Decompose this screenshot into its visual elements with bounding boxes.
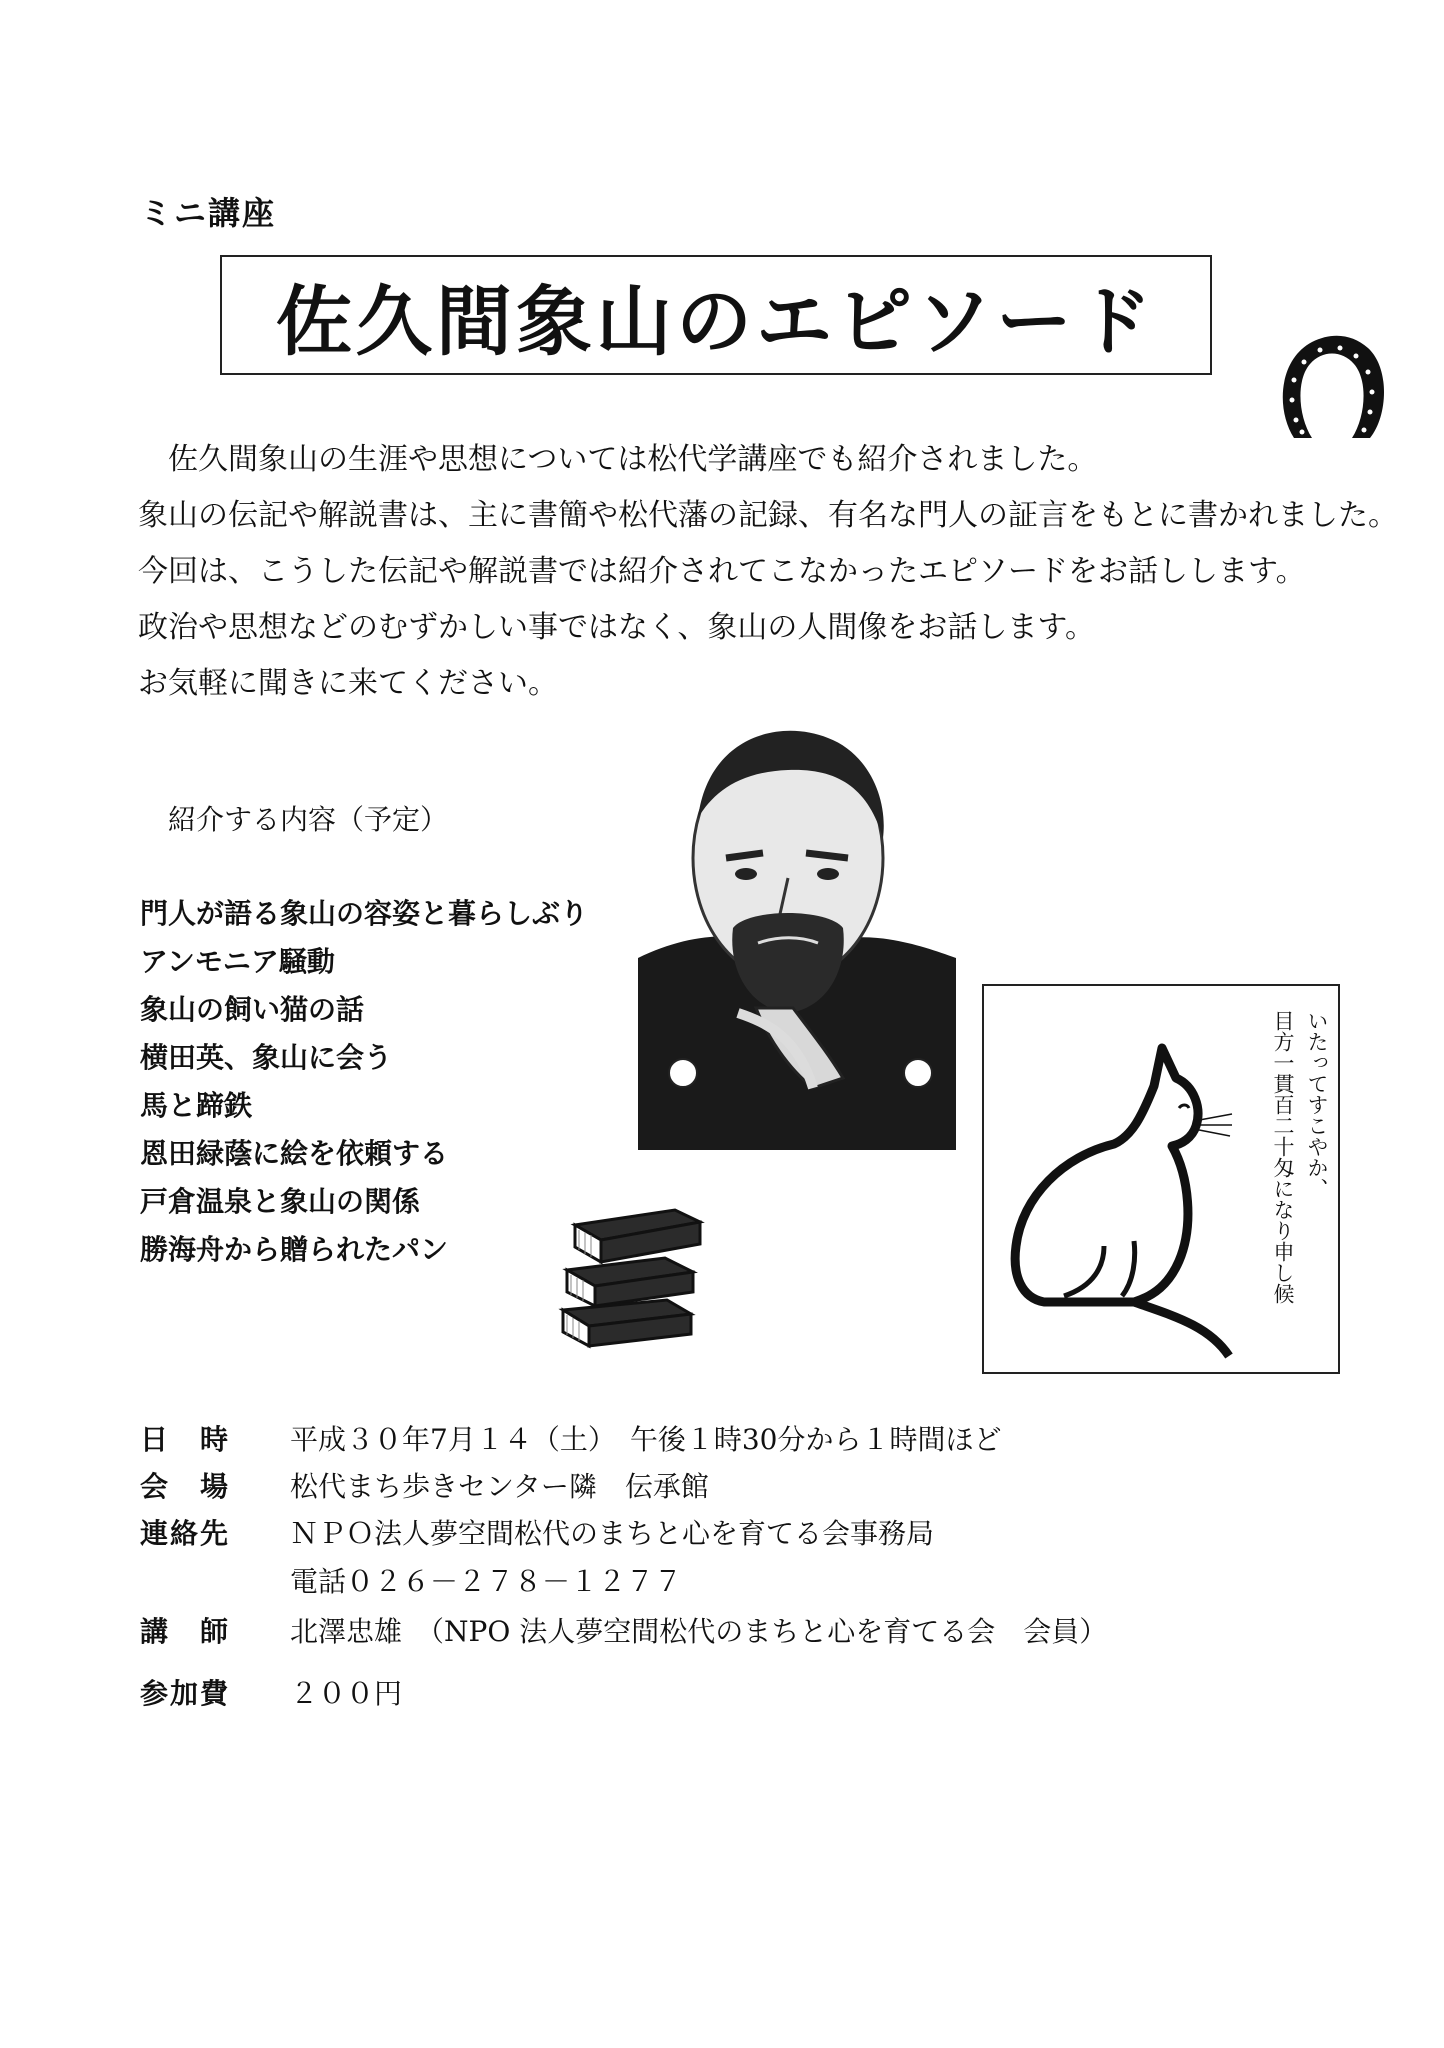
topics-list xyxy=(140,890,588,1274)
intro-line: 今回は、こうした伝記や解説書では紹介されてこなかったエピソードをお話しします。 xyxy=(138,554,1306,589)
books-illustration xyxy=(555,1200,715,1350)
title-box xyxy=(220,255,1212,375)
list-item: 横田英、象山に会う xyxy=(140,1041,393,1074)
info-date-label: 日 時 xyxy=(140,1423,231,1456)
cat-icon xyxy=(1004,1026,1234,1366)
topics-heading: 紹介する内容（予定） xyxy=(168,803,449,836)
info-lecturer-label: 講 師 xyxy=(140,1615,231,1648)
info-lecturer xyxy=(140,1610,1340,1650)
info-contact xyxy=(140,1512,1340,1552)
info-fee-value: ２００円 xyxy=(290,1677,403,1710)
cat-caption xyxy=(1302,1010,1332,1199)
list-item: 門人が語る象山の容姿と暮らしぶり xyxy=(140,897,589,930)
list-item: 恩田緑蔭に絵を依頼する xyxy=(140,1137,449,1170)
info-venue-value: 松代まち歩きセンター隣 伝承館 xyxy=(290,1470,709,1503)
cat-illustration-box xyxy=(982,984,1340,1374)
mini-lecture-label: ミニ講座 xyxy=(140,194,277,232)
list-item: アンモニア騒動 xyxy=(140,945,335,978)
info-venue-label: 会 場 xyxy=(140,1470,231,1503)
intro-line: お気軽に聞きに来てください。 xyxy=(138,666,558,701)
info-date-value: 平成３０年7月１４（土） 午後１時30分から１時間ほど xyxy=(290,1423,1002,1456)
intro-text xyxy=(138,432,1398,712)
intro-line: 象山の伝記や解説書は、主に書簡や松代藩の記録、有名な門人の証言をもとに書かれました。 xyxy=(138,498,1398,533)
list-item: 象山の飼い猫の話 xyxy=(140,993,365,1026)
list-item: 勝海舟から贈られたパン xyxy=(140,1233,449,1266)
info-fee-label: 参加費 xyxy=(140,1677,231,1710)
intro-line: 政治や思想などのむずかしい事ではなく、象山の人間像をお話します。 xyxy=(138,610,1095,645)
info-date xyxy=(140,1418,1340,1458)
page-title: 佐久間象山のエピソード xyxy=(276,276,1156,366)
info-lecturer-value: 北澤忠雄 （NPO 法人夢空間松代のまちと心を育てる会 会員） xyxy=(290,1615,1108,1648)
list-item: 馬と蹄鉄 xyxy=(140,1089,253,1122)
cat-caption-2 xyxy=(1268,1010,1298,1304)
info-fee xyxy=(140,1672,1340,1712)
cat-caption-line: 目方一貫百二十匁になり申し候 xyxy=(1271,1010,1295,1304)
intro-line: 佐久間象山の生涯や思想については松代学講座でも紹介されました。 xyxy=(168,442,1098,477)
info-phone xyxy=(140,1560,1340,1600)
portrait-illustration xyxy=(638,708,956,1150)
horseshoe-icon xyxy=(1272,330,1392,445)
info-contact-value: ＮＰＯ法人夢空間松代のまちと心を育てる会事務局 xyxy=(290,1517,935,1550)
list-item: 戸倉温泉と象山の関係 xyxy=(140,1185,421,1218)
cat-caption-line: いたってすこやか、 xyxy=(1305,1010,1329,1199)
info-contact-phone: 電話０２６－２７８－１２７７ xyxy=(290,1565,683,1598)
info-venue xyxy=(140,1465,1340,1505)
info-contact-label: 連絡先 xyxy=(140,1517,231,1550)
